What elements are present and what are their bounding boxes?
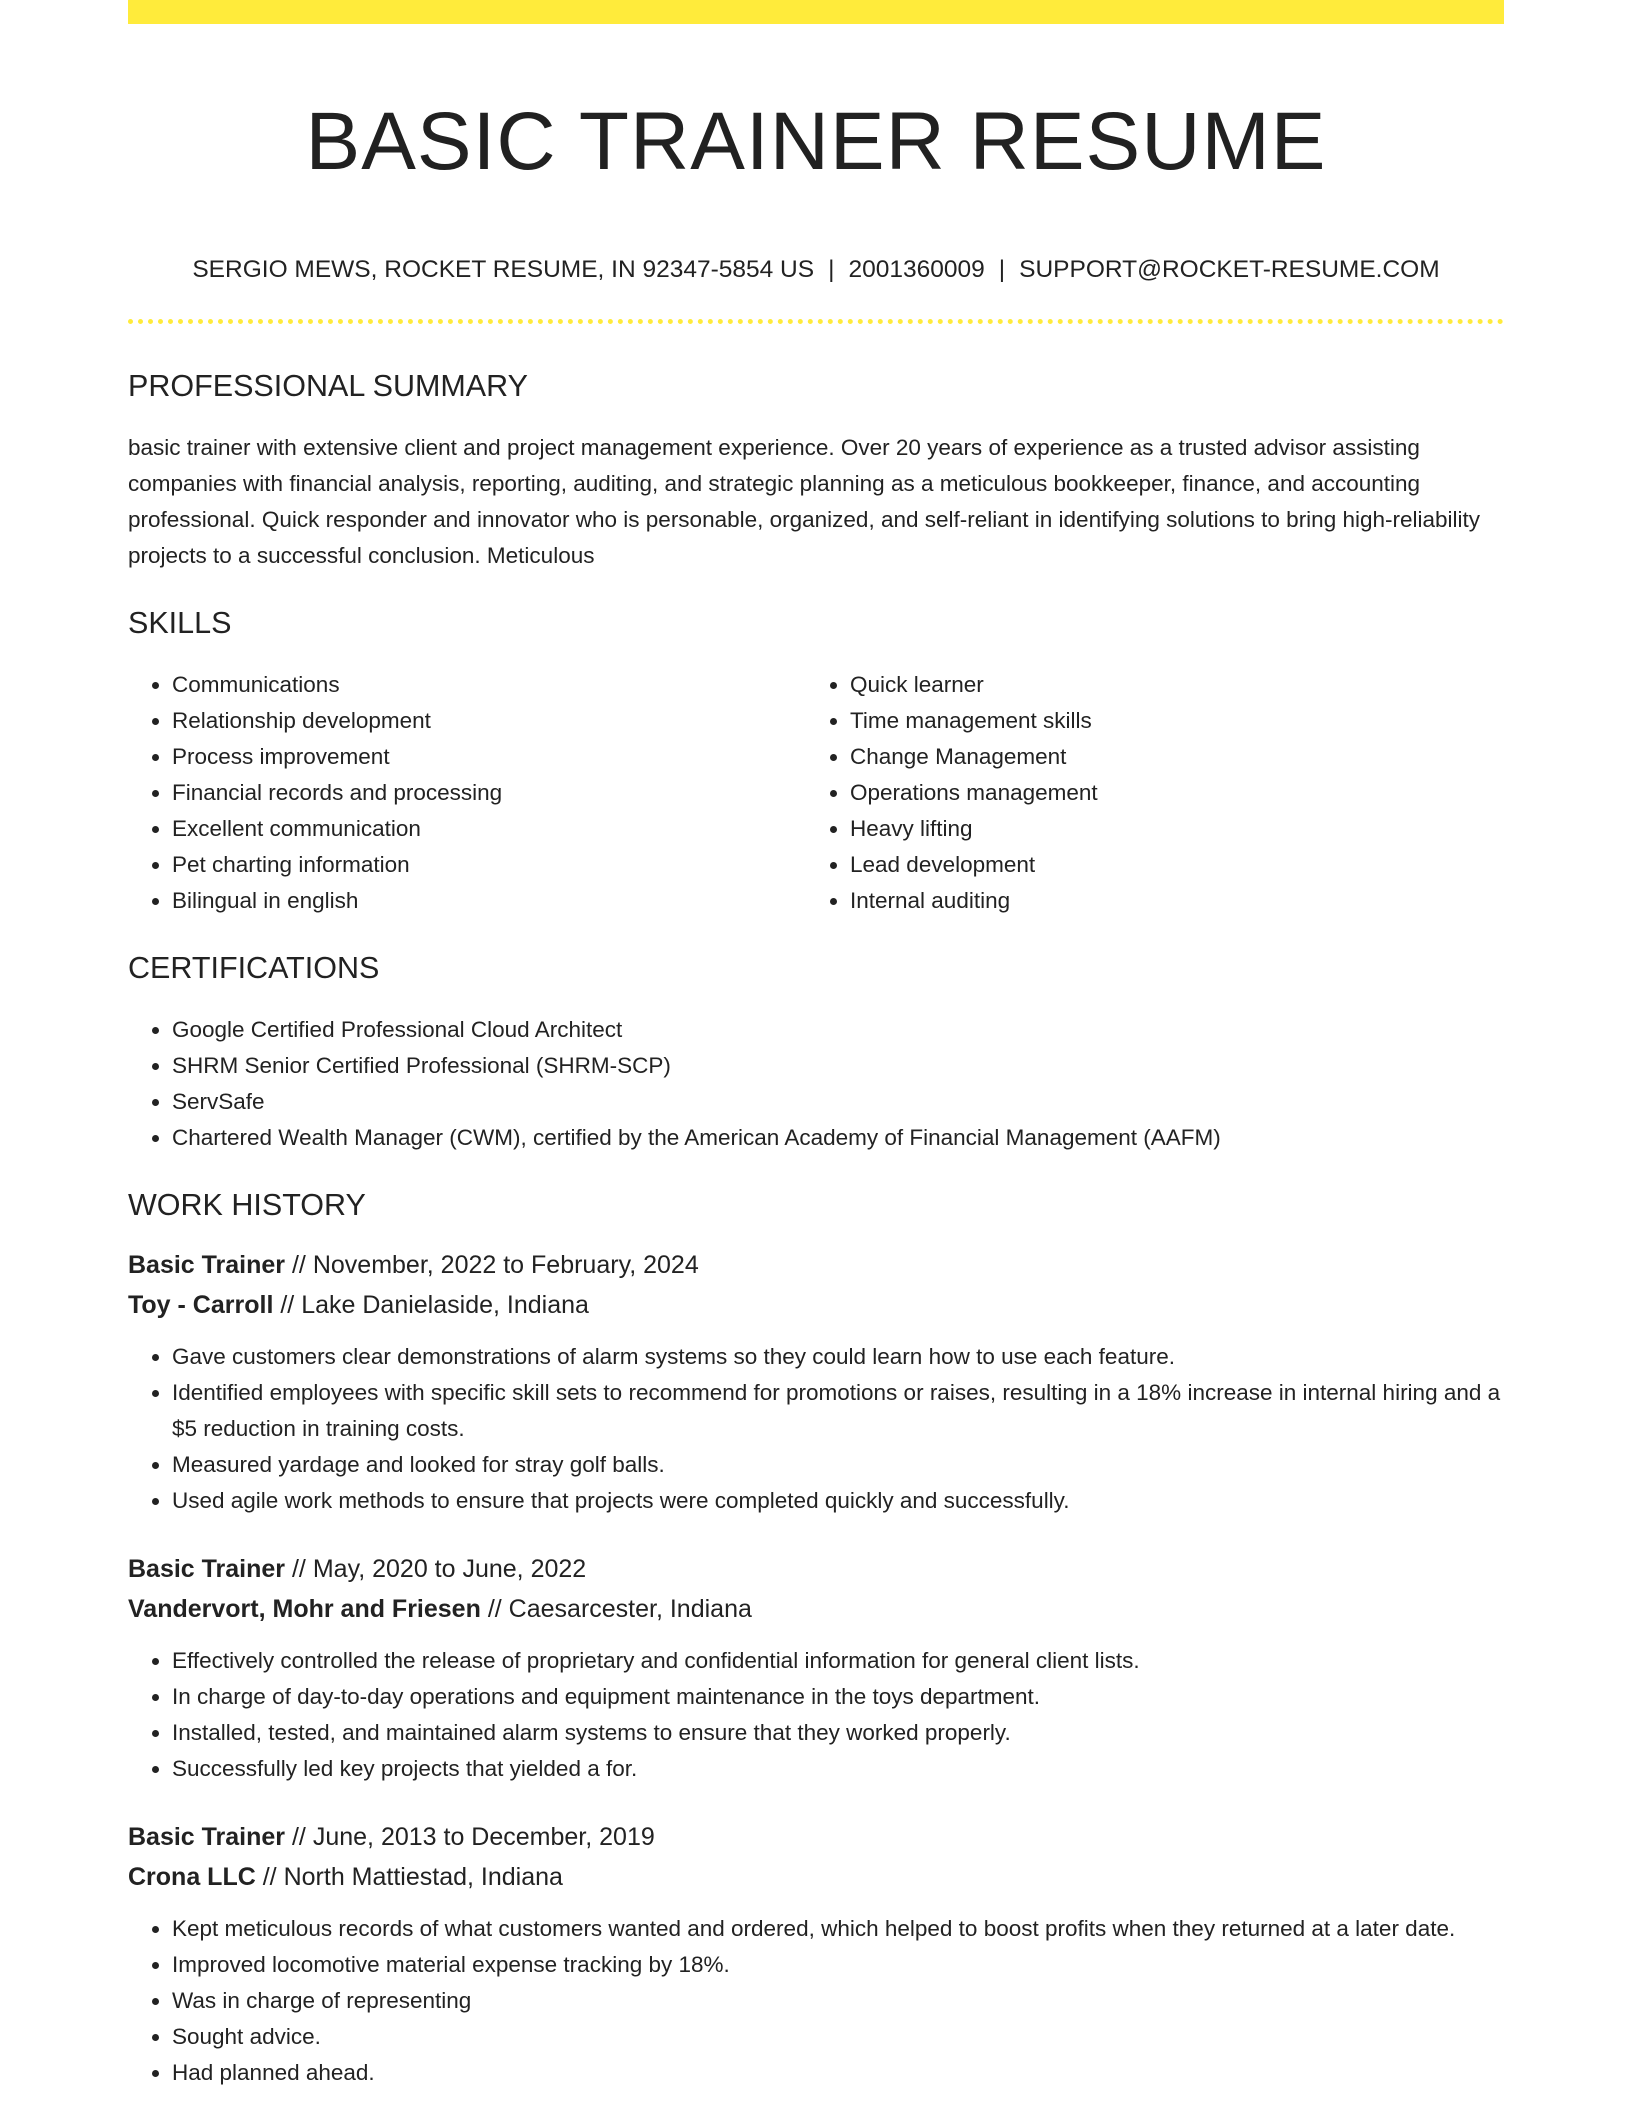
- job-company: Toy - Carroll: [128, 1291, 274, 1319]
- skill-item: • Quick learner: [850, 667, 1484, 703]
- job-dates: June, 2013 to December, 2019: [312, 1823, 655, 1851]
- summary-text: basic trainer with extensive client and project management experience. Over 20 years of experience as a trusted advisor assisting companies with financial analysis, reporting, auditing, and strategic planning as a meticulous bookkeeper, finance, and accounting professional. Quick responder and innovator who is personable, organized, and self-reliant in identifying solutions to bring high-reliability projects to a successful conclusion. Meticulous: [128, 435, 1481, 568]
- contact-email: SUPPORT@ROCKET-RESUME.COM: [1019, 256, 1440, 283]
- job-bullet: • Used agile work methods to ensure that projects were completed quickly and successfully.: [172, 1483, 1504, 1519]
- contact-separator: |: [828, 256, 835, 283]
- job-bullet: • Improved locomotive material expense tracking by 18%.: [172, 1947, 1504, 1983]
- certifications-heading: CERTIFICATIONS: [128, 951, 380, 985]
- skills-heading: SKILLS: [128, 606, 232, 640]
- job-title: Basic Trainer: [128, 1823, 286, 1851]
- job-location: Caesarcester, Indiana: [508, 1595, 752, 1623]
- dotted-divider: [128, 319, 1504, 324]
- job-title-line: [128, 1817, 1504, 1857]
- skills-left-list: [128, 667, 806, 919]
- skill-item: • Excellent communication: [172, 811, 806, 847]
- job-company-line: [128, 1589, 1504, 1629]
- job-bullet: • Kept meticulous records of what customers wanted and ordered, which helped to boost profits when they returned at a later date.: [172, 1911, 1504, 1947]
- skill-item: • Lead development: [850, 847, 1484, 883]
- skill-item: • Bilingual in english: [172, 883, 806, 919]
- job-bullet: • Successfully led key projects that yielded a for.: [172, 1751, 1504, 1787]
- job-divider: //: [280, 1291, 295, 1319]
- job-bullet: • Installed, tested, and maintained alarm systems to ensure that they worked properly.: [172, 1715, 1504, 1751]
- job-divider: //: [262, 1863, 277, 1891]
- job-bullet: • Effectively controlled the release of proprietary and confidential information for general client lists.: [172, 1643, 1504, 1679]
- skill-item: • Time management skills: [850, 703, 1484, 739]
- job-bullet: • Sought advice.: [172, 2019, 1504, 2055]
- skill-item: • Change Management: [850, 739, 1484, 775]
- certifications-list: [128, 1012, 1504, 1156]
- job-bullets: [128, 1339, 1504, 1519]
- resume-title: BASIC TRAINER RESUME: [305, 96, 1327, 187]
- accent-top-bar: [128, 0, 1504, 24]
- skill-item: • Pet charting information: [172, 847, 806, 883]
- contact-separator: |: [998, 256, 1006, 283]
- skill-item: • Financial records and processing: [172, 775, 806, 811]
- job-location: Lake Danielaside, Indiana: [301, 1291, 589, 1319]
- job-bullet: • Identified employees with specific skill sets to recommend for promotions or raises, resulting in a 18% increase in internal hiring and a $5 reduction in training costs.: [172, 1375, 1504, 1447]
- job-bullet: • Gave customers clear demonstrations of alarm systems so they could learn how to use each feature.: [172, 1339, 1504, 1375]
- contact-line: [128, 255, 1504, 285]
- job-entry: [128, 1245, 1504, 1519]
- summary-heading: PROFESSIONAL SUMMARY: [128, 369, 528, 403]
- job-title-line: [128, 1245, 1504, 1285]
- certification-item: • SHRM Senior Certified Professional (SHRM-SCP): [172, 1048, 1504, 1084]
- job-divider: //: [291, 1555, 306, 1583]
- job-bullets: [128, 1643, 1504, 1787]
- job-bullet: • Measured yardage and looked for stray golf balls.: [172, 1447, 1504, 1483]
- skill-item: • Heavy lifting: [850, 811, 1484, 847]
- job-entry: [128, 1817, 1504, 2091]
- job-dates: May, 2020 to June, 2022: [312, 1555, 587, 1583]
- skill-item: • Relationship development: [172, 703, 806, 739]
- job-company: Crona LLC: [128, 1863, 256, 1891]
- work-history-heading: WORK HISTORY: [128, 1188, 366, 1222]
- job-divider: //: [291, 1251, 306, 1279]
- job-company-line: [128, 1857, 1504, 1897]
- skill-item: • Operations management: [850, 775, 1484, 811]
- contact-address: SERGIO MEWS, ROCKET RESUME, IN 92347-5854 US: [192, 256, 815, 283]
- skills-right-list: [806, 667, 1484, 919]
- skill-item: • Internal auditing: [850, 883, 1484, 919]
- job-company-line: [128, 1285, 1504, 1325]
- certification-item: • Chartered Wealth Manager (CWM), certified by the American Academy of Financial Management (AAFM): [172, 1120, 1504, 1156]
- job-location: North Mattiestad, Indiana: [283, 1863, 563, 1891]
- job-title-line: [128, 1549, 1504, 1589]
- contact-phone: 2001360009: [848, 256, 985, 283]
- certification-item: • Google Certified Professional Cloud Architect: [172, 1012, 1504, 1048]
- job-entry: [128, 1549, 1504, 1787]
- job-bullet: • Had planned ahead.: [172, 2055, 1504, 2091]
- job-company: Vandervort, Mohr and Friesen: [128, 1595, 481, 1623]
- skill-item: • Communications: [172, 667, 806, 703]
- skill-item: • Process improvement: [172, 739, 806, 775]
- job-divider: //: [487, 1595, 502, 1623]
- job-title: Basic Trainer: [128, 1555, 286, 1583]
- job-bullet: • In charge of day-to-day operations and equipment maintenance in the toys department.: [172, 1679, 1504, 1715]
- job-title: Basic Trainer: [128, 1251, 286, 1279]
- certification-item: • ServSafe: [172, 1084, 1504, 1120]
- resume-page: [128, 0, 1504, 2091]
- job-dates: November, 2022 to February, 2024: [312, 1251, 699, 1279]
- job-divider: //: [291, 1823, 306, 1851]
- job-bullets: [128, 1911, 1504, 2091]
- skills-columns: [128, 667, 1504, 919]
- job-bullet: • Was in charge of representing: [172, 1983, 1504, 2019]
